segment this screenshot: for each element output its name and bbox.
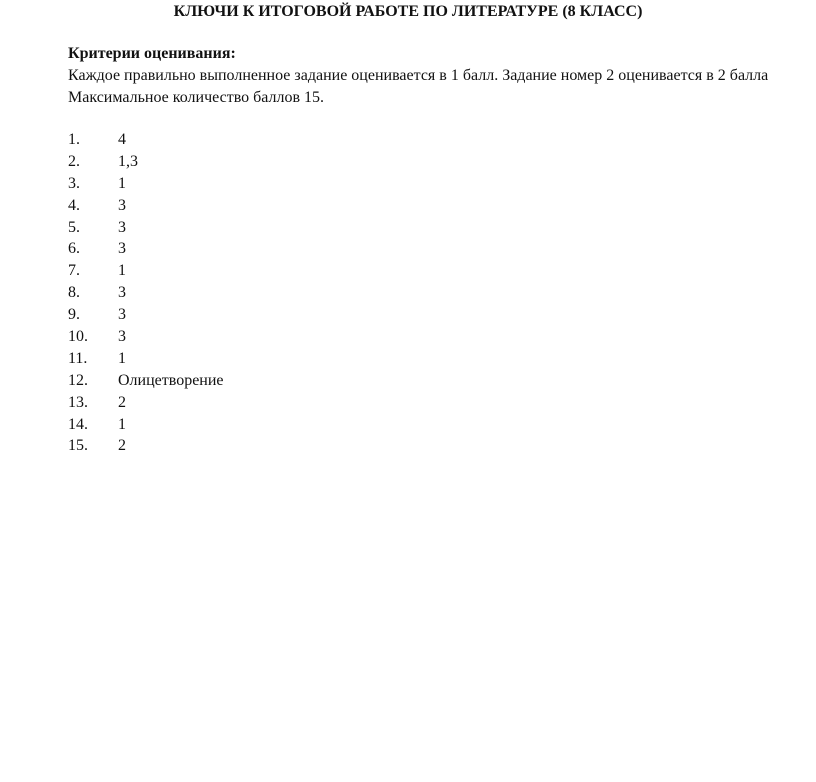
answer-number: 12. <box>68 371 88 389</box>
answer-value: 1 <box>118 349 126 367</box>
answer-value: 1 <box>118 262 126 280</box>
criteria-text <box>68 65 798 109</box>
answer-number: 14. <box>68 415 88 433</box>
answer-item-3 <box>68 173 224 195</box>
answer-number: 9. <box>68 306 80 324</box>
answer-item-7 <box>68 260 224 282</box>
criteria-heading: Критерии оценивания: <box>68 45 236 62</box>
answer-value: 3 <box>118 284 126 302</box>
answer-number: 1. <box>68 131 80 148</box>
answer-value: 3 <box>118 328 126 346</box>
answer-item-15 <box>68 435 224 457</box>
answer-number: 4. <box>68 196 80 214</box>
answer-number: 3. <box>68 174 80 192</box>
answer-value: 3 <box>118 218 126 236</box>
criteria-line-2: Максимальное количество баллов 15. <box>68 89 325 106</box>
answer-number: 2. <box>68 152 80 170</box>
answer-item-12 <box>68 370 224 392</box>
answer-item-2 <box>68 151 224 173</box>
answer-value: 3 <box>118 240 126 258</box>
criteria-line-1: Каждое правильно выполненное задание оценивается в 1 балл. Задание номер 2 оценивается в 2 балла <box>68 67 769 84</box>
answer-value: 1 <box>118 174 126 192</box>
answer-value: 4 <box>118 131 126 148</box>
answer-number: 5. <box>68 218 80 236</box>
answer-item-11 <box>68 348 224 370</box>
answer-value: Олицетворение <box>118 371 224 389</box>
answer-item-1 <box>68 129 224 151</box>
answer-number: 6. <box>68 240 80 258</box>
answer-number: 11. <box>68 349 88 367</box>
answer-value: 1,3 <box>118 152 138 170</box>
answer-number: 7. <box>68 262 80 280</box>
answer-number: 8. <box>68 284 80 302</box>
answer-value: 3 <box>118 196 126 214</box>
answer-number: 13. <box>68 393 88 411</box>
answer-item-13 <box>68 392 224 414</box>
answer-list <box>68 129 224 457</box>
answer-number: 15. <box>68 437 88 455</box>
answer-value: 1 <box>118 415 126 433</box>
answer-item-6 <box>68 238 224 260</box>
answer-value: 2 <box>118 437 126 455</box>
answer-item-10 <box>68 326 224 348</box>
answer-value: 3 <box>118 306 126 324</box>
answer-item-8 <box>68 282 224 304</box>
answer-item-14 <box>68 414 224 436</box>
answer-value: 2 <box>118 393 126 411</box>
answer-item-9 <box>68 304 224 326</box>
answer-item-5 <box>68 217 224 239</box>
answer-number: 10. <box>68 328 88 346</box>
answer-item-4 <box>68 195 224 217</box>
document-title: КЛЮЧИ К ИТОГОВОЙ РАБОТЕ ПО ЛИТЕРАТУРЕ (8 КЛАСС) <box>173 3 643 20</box>
